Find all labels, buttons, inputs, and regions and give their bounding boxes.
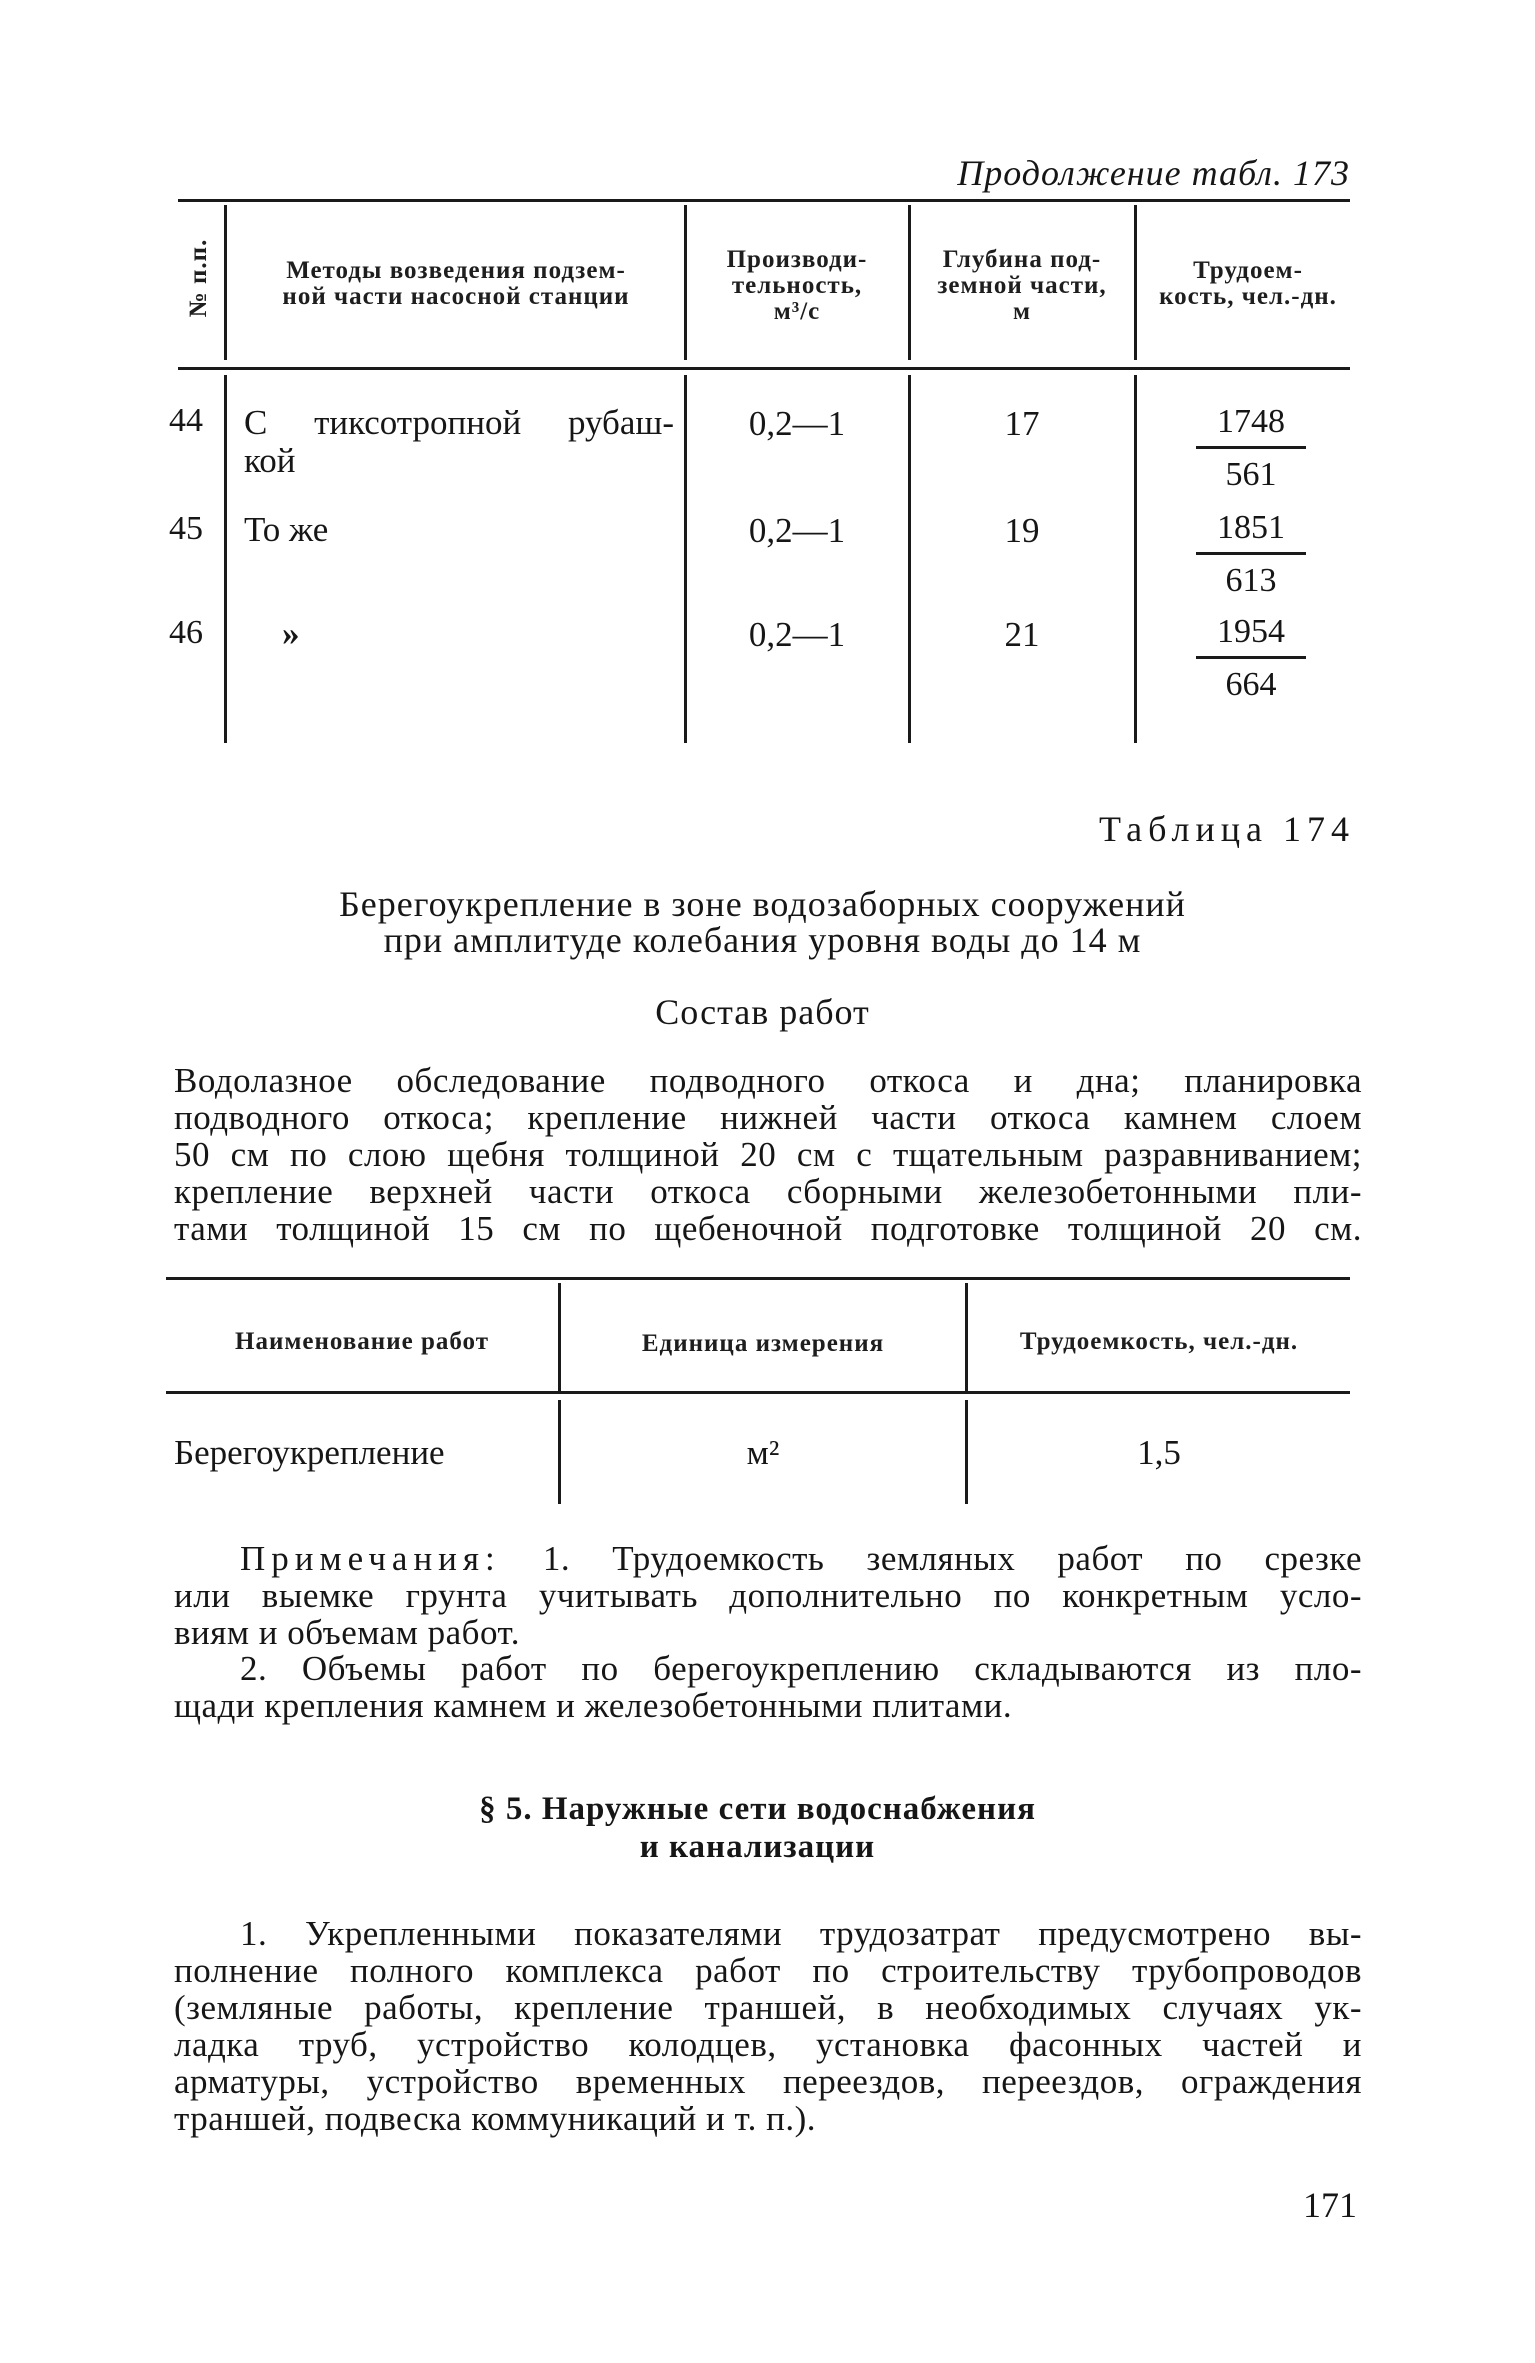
note-1-line: виям и объемам работ.	[174, 1613, 520, 1652]
unit-value: м²	[746, 1433, 780, 1472]
note-1-line	[240, 1540, 1362, 1577]
header-labor	[1138, 258, 1358, 310]
header-depth-line: Глубина под-	[942, 246, 1102, 273]
header-productivity	[690, 247, 904, 325]
note-2-line: щади крепления камнем и железобетонными плитами.	[174, 1686, 1013, 1725]
composition-line: тами толщиной 15 см по щебеночной подготовке толщиной 20 см.	[174, 1209, 1362, 1248]
header-work-name: Наименование работ	[235, 1328, 489, 1355]
table-title-line: Берегоукрепление в зоне водозаборных сооружений	[339, 884, 1186, 924]
method-line: С тиксотропной рубаш-	[244, 403, 674, 442]
header-row-number: № п.п.	[185, 238, 212, 318]
section-paragraph-line: ладка труб, устройство колодцев, установка фасонных частей и	[174, 2025, 1362, 2064]
header-labor-line: Трудоем-	[1193, 257, 1303, 284]
header-labor-line: кость, чел.-дн.	[1159, 283, 1337, 310]
notes-label: Примечания:	[240, 1539, 501, 1578]
composition-line: подводного откоса; крепление нижней части откоса камнем слоем	[174, 1098, 1362, 1137]
section-title-line: и канализации	[639, 1829, 876, 1865]
column-rule	[908, 205, 911, 360]
labor-numerator: 1748	[1196, 402, 1306, 449]
header-labor: Трудоемкость, чел.-дн.	[1019, 1328, 1299, 1355]
section-paragraph-line: 1. Укрепленными показателями трудозатрат предусмотрено вы-	[240, 1914, 1362, 1953]
ditto-mark: »	[282, 614, 300, 653]
column-rule	[224, 375, 227, 743]
section-paragraph-line: траншей, подвеска коммуникаций и т. п.).	[174, 2099, 817, 2138]
labor-fraction	[1196, 508, 1306, 601]
table-header-rule	[166, 1391, 1350, 1394]
column-rule	[1134, 205, 1137, 360]
header-productivity-line: Производи-	[726, 246, 868, 273]
header-method-line: ной части насосной станции	[282, 283, 630, 310]
labor-denominator: 613	[1225, 562, 1277, 599]
section-paragraph-line: полнение полного комплекса работ по строительству трубопроводов	[174, 1951, 1362, 1990]
section-title-line: § 5. Наружные сети водоснабжения	[479, 1791, 1036, 1827]
note-2-line: 2. Объемы работ по берегоукреплению складываются из пло-	[240, 1649, 1362, 1688]
table-header-rule	[178, 367, 1350, 370]
note-1-line: или выемке грунта учитывать дополнительно по конкретным усло-	[174, 1576, 1362, 1615]
method-line: кой	[244, 441, 296, 480]
table-label: Таблица 174	[1099, 809, 1355, 849]
header-method-line: Методы возведения подзем-	[286, 257, 626, 284]
header-depth-line: м	[1012, 298, 1032, 325]
depth-value: 21	[1004, 615, 1040, 654]
labor-value: 1,5	[1137, 1433, 1181, 1472]
section-paragraph-line: (земляные работы, крепление траншей, в необходимых случаях ук-	[174, 1988, 1362, 2027]
page-number: 171	[1303, 2185, 1357, 2225]
depth-value: 19	[1004, 511, 1040, 550]
labor-fraction	[1196, 612, 1306, 705]
table-continuation-caption: Продолжение табл. 173	[957, 153, 1350, 193]
section-paragraph-line: арматуры, устройство временных переездов, переездов, ограждения	[174, 2062, 1362, 2101]
header-unit: Единица измерения	[641, 1330, 885, 1357]
table-top-rule	[178, 199, 1350, 202]
labor-denominator: 664	[1225, 666, 1277, 703]
column-rule	[1134, 375, 1137, 743]
depth-value: 17	[1004, 404, 1040, 443]
productivity-value: 0,2—1	[748, 511, 846, 550]
note-1-text: 1. Трудоемкость земляных работ по срезке	[542, 1539, 1363, 1578]
header-depth-line: земной части,	[937, 272, 1107, 299]
table-row-method	[244, 404, 674, 480]
column-rule	[684, 375, 687, 743]
row-number: 44	[169, 402, 203, 439]
column-rule	[908, 375, 911, 743]
header-productivity-line: м³/с	[773, 298, 821, 325]
row-number: 45	[169, 510, 203, 547]
productivity-value: 0,2—1	[748, 404, 846, 443]
labor-denominator: 561	[1225, 456, 1277, 493]
header-productivity-line: тельность,	[731, 272, 863, 299]
labor-fraction	[1196, 402, 1306, 495]
table-top-rule	[166, 1277, 1350, 1280]
labor-numerator: 1851	[1196, 508, 1306, 555]
header-method	[236, 258, 676, 310]
column-rule	[224, 205, 227, 360]
composition-line: 50 см по слою щебня толщиной 20 см с тщательным разравниванием;	[174, 1135, 1362, 1174]
productivity-value: 0,2—1	[748, 615, 846, 654]
table-title-line: при амплитуде колебания уровня воды до 14 м	[383, 920, 1142, 960]
header-depth	[912, 247, 1132, 325]
composition-line: Водолазное обследование подводного откоса и дна; планировка	[174, 1061, 1362, 1100]
composition-line: крепление верхней части откоса сборными железобетонными пли-	[174, 1172, 1362, 1211]
row-number: 46	[169, 614, 203, 651]
column-rule	[684, 205, 687, 360]
labor-numerator: 1954	[1196, 612, 1306, 659]
composition-heading: Состав работ	[655, 992, 870, 1032]
table-row-method: То же	[244, 510, 329, 549]
work-name-value: Берегоукрепление	[174, 1433, 445, 1472]
